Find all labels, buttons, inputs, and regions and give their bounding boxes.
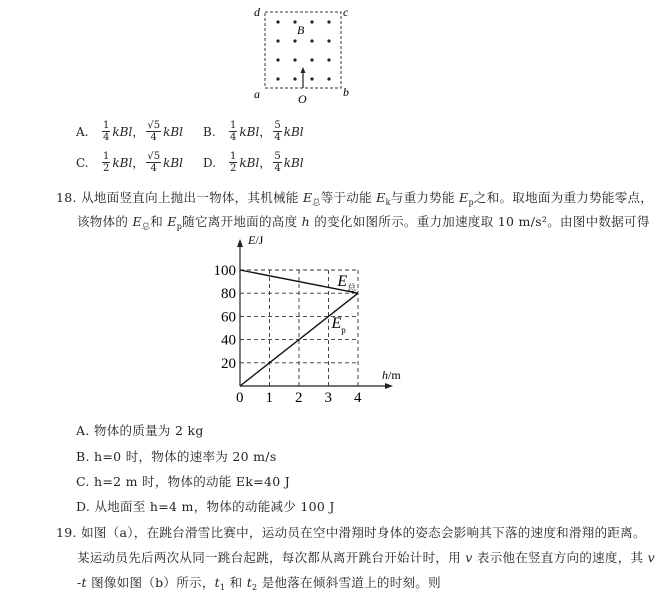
option-label: D. [203, 155, 217, 170]
q19-stem-line3: -t 图像如图（b）所示，$t_1$ 和 $t_2$ 是他落在倾斜雪道上的时刻。则 [77, 575, 441, 592]
field-dot [293, 77, 296, 80]
magnetic-field-figure [240, 0, 370, 110]
option-text: 物体的质量为 2 kg [93, 423, 204, 438]
option-label: B. [203, 124, 216, 139]
x-tick-label: 4 [354, 390, 362, 406]
option-label: C. [76, 155, 89, 170]
q17-option-d[interactable]: D. $\frac{1}{2}$ kBl ， $\frac{5}{4}$ kBl [203, 151, 304, 174]
q18-option-a[interactable] [76, 421, 204, 439]
q18-option-d[interactable] [76, 497, 335, 515]
fraction-1: $\frac{1}{2}$ [230, 151, 237, 174]
fraction-2: $\frac{5}{4}$ [274, 120, 281, 143]
field-dot [310, 58, 313, 61]
option-label: A. [76, 423, 90, 438]
fraction-1: $\frac{1}{2}$ [103, 151, 110, 174]
corner-a-label: a [254, 87, 260, 101]
field-dot [327, 58, 330, 61]
field-b-label: B [297, 23, 305, 37]
q19-stem-line2: 某运动员先后两次从同一跳台起跳，每次都从离开跳台开始计时，用 v 表示他在竖直方向的速度，其 v [77, 550, 655, 565]
field-dot [327, 20, 330, 23]
x-axis-arrow [385, 383, 393, 389]
field-dot [276, 39, 279, 42]
unit: kBl [163, 155, 184, 170]
unit: kBl [112, 155, 133, 170]
field-dot [327, 39, 330, 42]
field-dot [310, 39, 313, 42]
x-axis-label: h/m [382, 368, 401, 382]
series-label-e-total: $E_总$ [337, 273, 357, 294]
chart-axes [237, 239, 393, 389]
q18-option-c[interactable] [76, 472, 290, 490]
unit: kBl [283, 124, 304, 139]
q19-stem-line1: 19. 如图（a），在跳台滑雪比赛中，运动员在空中滑翔时身体的姿态会影响其下落的速度和滑翔的距离。 [56, 525, 646, 540]
corner-d-label: d [254, 5, 260, 19]
q18-stem-line1: 18. 从地面竖直向上抛出一物体，其机械能 $E_总$等于动能 $E_k$与重力势能 $E_p$之和。取地面为重力势能零点， [56, 190, 654, 207]
series-label-ep: $E_p$ [331, 315, 346, 335]
option-label: D. [76, 499, 91, 514]
option-label: C. [76, 474, 90, 489]
field-dot [327, 77, 330, 80]
fraction-1: $\frac{1}{4}$ [103, 120, 110, 143]
corner-b-label: b [343, 85, 349, 99]
unit: kBl [283, 155, 304, 170]
y-tick-label: 80 [221, 286, 236, 303]
x-tick-label: 0 [236, 390, 244, 406]
fraction-2: $\frac{5}{4}$ [274, 151, 281, 174]
y-tick-label: 40 [221, 332, 236, 349]
field-dot [293, 58, 296, 61]
y-tick-label: 20 [221, 355, 236, 372]
q18-stem-line2: 该物体的 $E_总$和 $E_p$随它离开地面的高度 h 的变化如图所示。重力加速度取 10 m/s²。由图中数据可得 [77, 214, 650, 231]
unit: kBl [239, 155, 260, 170]
corner-c-label: c [343, 5, 349, 19]
x-tick-label: 1 [265, 390, 273, 406]
q18-option-b[interactable] [76, 447, 277, 465]
field-dot [293, 39, 296, 42]
q17-option-a[interactable]: A. $\frac{1}{4}$ kBl ， $\frac{√5}{4}$ kBl [76, 120, 184, 143]
field-dot [276, 58, 279, 61]
unit: kBl [239, 124, 260, 139]
y-axis-label: E/J [248, 233, 264, 247]
energy-height-chart [200, 230, 420, 410]
field-dot [276, 20, 279, 23]
fraction-2: $\frac{√5}{4}$ [147, 120, 161, 143]
unit: kBl [112, 124, 133, 139]
origin-o-label: O [298, 92, 307, 106]
option-text: h=2 m 时，物体的动能 Ek=40 J [93, 474, 291, 489]
unit: kBl [163, 124, 184, 139]
fraction-2: $\frac{√5}{4}$ [147, 151, 161, 174]
velocity-arrowhead [301, 67, 306, 73]
x-tick-label: 2 [295, 390, 303, 406]
question-number: 19. [56, 525, 77, 540]
q17-option-c[interactable]: C. $\frac{1}{2}$ kBl ， $\frac{√5}{4}$ kBl [76, 151, 184, 174]
field-dot [276, 77, 279, 80]
x-tick-label: 3 [324, 390, 332, 406]
field-dot [310, 20, 313, 23]
question-number: 18. [56, 190, 77, 205]
option-label: A. [76, 124, 89, 139]
chart-labels [214, 233, 402, 406]
y-tick-label: 60 [221, 309, 236, 326]
y-axis-arrow [237, 239, 243, 247]
option-text: h=0 时，物体的速率为 20 m/s [94, 449, 277, 464]
y-tick-label: 100 [213, 263, 236, 279]
fraction-1: $\frac{1}{4}$ [230, 120, 237, 143]
option-text: 从地面至 h=4 m，物体的动能减少 100 J [94, 499, 335, 514]
option-label: B. [76, 449, 90, 464]
field-dot [310, 77, 313, 80]
q17-option-b[interactable]: B. $\frac{1}{4}$ kBl ， $\frac{5}{4}$ kBl [203, 120, 304, 143]
